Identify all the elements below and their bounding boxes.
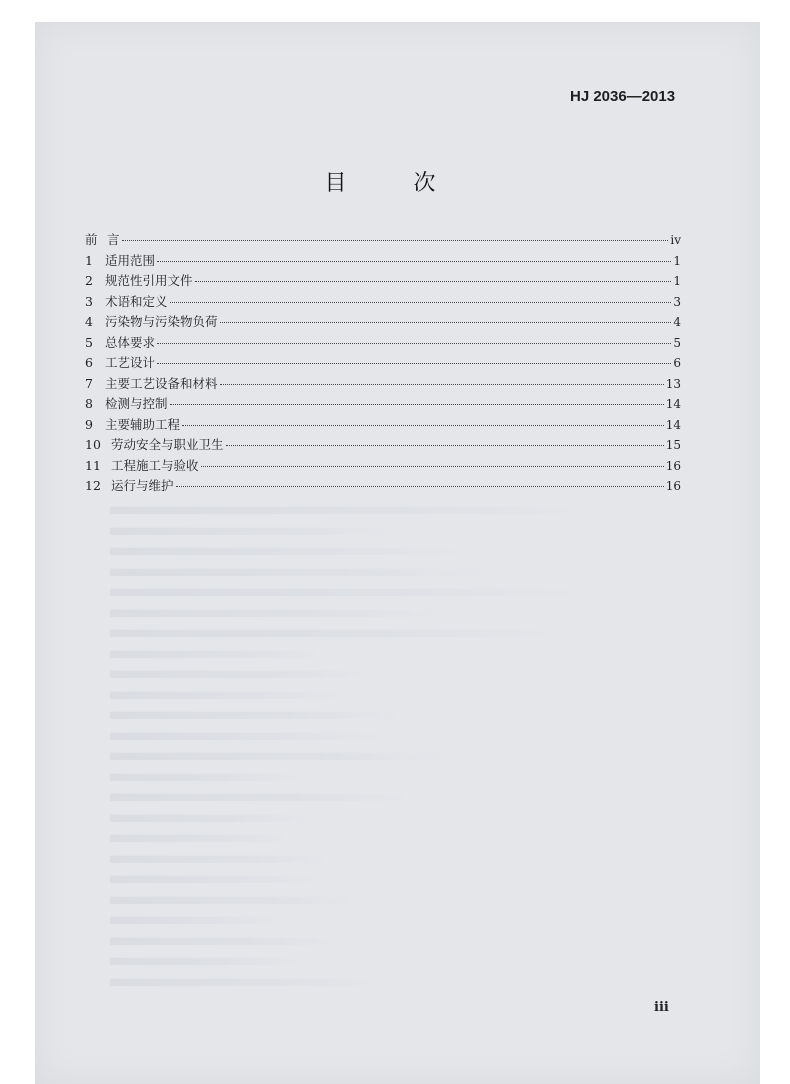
- ghost-line: [110, 712, 408, 719]
- toc-entry[interactable]: [85, 415, 681, 436]
- toc-entry[interactable]: [85, 292, 681, 313]
- toc-entry-label: 术语和定义: [105, 293, 168, 309]
- toc-leader-dots: [220, 322, 672, 323]
- toc-entry[interactable]: [85, 251, 681, 272]
- toc-leader-dots: [182, 425, 664, 426]
- toc-entry-number: 2: [85, 273, 93, 288]
- page-number: iii: [654, 1000, 669, 1015]
- toc-entry-label: 适用范围: [105, 252, 156, 268]
- toc-entry-page: 16: [665, 479, 681, 493]
- toc-entry-label: 总体要求: [105, 334, 156, 350]
- toc-entry-number: 8: [85, 396, 93, 411]
- toc-entry-label: 工程施工与验收: [111, 457, 199, 473]
- toc-entry[interactable]: [85, 456, 681, 477]
- ghost-line: [110, 691, 350, 698]
- toc-title: 目 次: [324, 171, 466, 196]
- ghost-line: [110, 937, 340, 944]
- toc-entry-number: 12: [85, 478, 101, 493]
- toc-entry-page: 15: [665, 438, 681, 452]
- bleed-through-shadow: [110, 500, 590, 992]
- toc-entry-number: 5: [85, 334, 93, 350]
- toc-entry[interactable]: [85, 394, 681, 415]
- toc-entry-page: iv: [670, 233, 681, 247]
- toc-leader-dots: [226, 445, 664, 446]
- ghost-line: [110, 589, 590, 596]
- standard-code: HJ 2036—2013: [570, 88, 676, 105]
- ghost-line: [110, 835, 292, 842]
- ghost-line: [110, 568, 494, 575]
- toc-leader-dots: [170, 302, 672, 303]
- toc-entry-page: 16: [665, 458, 681, 473]
- ghost-line: [110, 773, 302, 780]
- toc-entry-number: 1: [85, 252, 93, 268]
- toc-entry[interactable]: [85, 353, 681, 374]
- toc-entry-page: 6: [673, 356, 681, 370]
- toc-leader-dots: [157, 363, 671, 364]
- toc-leader-dots: [220, 384, 664, 385]
- toc-entry-label: 检测与控制: [105, 396, 168, 411]
- toc-entry-number: 10: [85, 437, 101, 452]
- toc-entry[interactable]: [85, 312, 681, 333]
- toc-entry-number: 前: [85, 232, 98, 247]
- toc-entry-page: 4: [673, 315, 681, 329]
- toc-entry-page: 1: [673, 274, 681, 288]
- toc-entry-label: 言: [107, 232, 120, 247]
- ghost-line: [110, 732, 388, 739]
- ghost-line: [110, 917, 283, 924]
- toc-leader-dots: [122, 240, 669, 241]
- toc-entry-number: 4: [85, 314, 93, 329]
- toc-entry-foreword[interactable]: [85, 230, 681, 251]
- ghost-line: [110, 958, 302, 965]
- ghost-line: [110, 507, 590, 514]
- ghost-line: [110, 978, 379, 985]
- toc-leader-dots: [201, 466, 664, 467]
- ghost-line: [110, 876, 321, 883]
- ghost-line: [110, 753, 456, 760]
- toc-entry-number: 7: [85, 375, 93, 391]
- ghost-line: [110, 855, 331, 862]
- toc-entry-page: 1: [673, 253, 681, 268]
- ghost-line: [110, 896, 360, 903]
- toc-entry-number: 6: [85, 355, 93, 370]
- toc-leader-dots: [176, 486, 664, 487]
- ghost-line: [110, 650, 326, 657]
- toc-entry-page: 13: [665, 376, 681, 391]
- toc-leader-dots: [170, 404, 664, 405]
- toc-entry[interactable]: [85, 333, 681, 354]
- toc-entry-page: 14: [665, 397, 681, 411]
- ghost-line: [110, 630, 566, 637]
- toc-entry-page: 14: [665, 417, 681, 432]
- toc-entry-number: 9: [85, 416, 93, 432]
- ghost-line: [110, 527, 398, 534]
- toc-leader-dots: [195, 281, 672, 282]
- toc-entry-number: 3: [85, 293, 93, 309]
- toc-entry-label: 运行与维护: [111, 478, 174, 493]
- ghost-line: [110, 794, 417, 801]
- toc-entry[interactable]: [85, 271, 681, 292]
- table-of-contents: [85, 230, 681, 497]
- toc-leader-dots: [157, 343, 671, 344]
- ghost-line: [110, 609, 446, 616]
- toc-entry-label: 主要工艺设备和材料: [105, 375, 218, 391]
- toc-entry-label: 主要辅助工程: [105, 416, 181, 432]
- toc-entry-label: 污染物与污染物负荷: [105, 314, 218, 329]
- toc-entry[interactable]: [85, 435, 681, 456]
- toc-entry[interactable]: [85, 476, 681, 497]
- toc-entry-label: 规范性引用文件: [105, 273, 193, 288]
- toc-entry-page: 3: [673, 294, 681, 309]
- ghost-line: [110, 548, 470, 555]
- toc-entry[interactable]: [85, 374, 681, 395]
- toc-entry-label: 劳动安全与职业卫生: [111, 437, 224, 452]
- ghost-line: [110, 814, 312, 821]
- ghost-line: [110, 671, 374, 678]
- toc-entry-page: 5: [673, 335, 681, 350]
- toc-entry-number: 11: [85, 457, 101, 473]
- toc-entry-label: 工艺设计: [105, 355, 156, 370]
- toc-leader-dots: [157, 261, 671, 262]
